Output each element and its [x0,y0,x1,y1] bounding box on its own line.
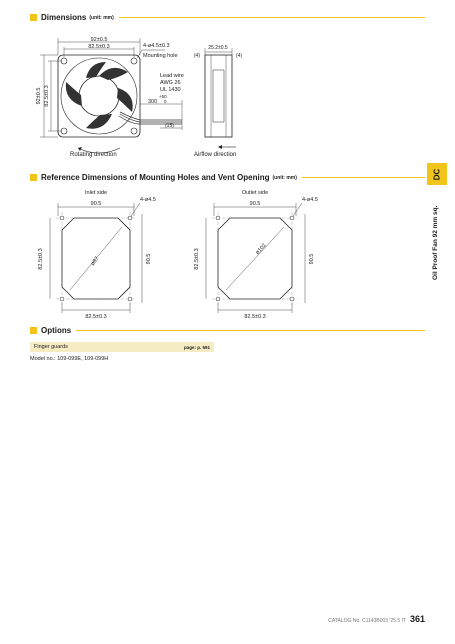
outlet-left-height-label: 82.5±0.3 [194,248,200,270]
dimensions-title: Dimensions [41,13,87,22]
tolerance-zero-label: 0 [164,99,167,104]
outlet-top-width-label: 90.5 [249,201,261,207]
reference-title: Reference Dimensions of Mounting Holes and Vent Opening [41,173,270,182]
side-product-title: Oil Proof Fan 92 mm sq. [432,205,439,280]
inlet-holes-label: 4-ø4.5 [140,197,156,203]
side-right-label: (4) [236,53,243,59]
hole-pitch-width-label: 82.5±0.3 [88,44,110,50]
depth-label: 25.2±0.5 [208,45,228,51]
catalog-number: CATALOG No. C1143B003 '25.5 IT [328,618,406,624]
strip-length-label: (15) [165,123,174,129]
option-page-reference[interactable]: page: p. 591 [183,344,210,350]
hole-pitch-height-label: 82.5±0.3 [44,85,50,107]
inlet-side-label: Inlet side [84,190,108,196]
section-rule [76,330,425,331]
inlet-right-height-label: 90.5 [146,253,152,265]
ul-label: UL 1430 [160,87,181,93]
inlet-diameter-label: ø87 [89,255,101,267]
option-item-name: Finger guards [34,344,68,350]
side-left-label: (4) [193,53,200,59]
outlet-diameter-label: ø102 [254,242,268,257]
options-title: Options [41,326,72,335]
rotating-direction-caption: Rotating direction [70,152,117,158]
overall-width-label: 92±0.5 [90,37,108,43]
lead-wire-label: Lead wire [160,73,184,79]
mounting-hole-spec-label: 4-ø4.5±0.3 [143,43,170,49]
inlet-bottom-width-label: 82.5±0.3 [85,314,107,320]
inlet-top-width-label: 90.5 [90,201,102,207]
reference-unit: (unit: mm) [272,174,297,181]
airflow-direction-caption: Airflow direction [194,152,237,158]
option-finger-guards-row [30,342,214,352]
section-marker-icon [30,327,37,334]
inlet-left-height-label: 82.5±0.3 [38,248,44,270]
mounting-hole-label: Mounting hole [143,53,178,59]
wire-length-label: 300 [148,99,158,105]
outlet-right-height-label: 90.5 [309,253,315,265]
options-section-header [30,326,425,335]
outlet-holes-label: 4-ø4.5 [302,197,318,203]
page-number: 361 [409,614,425,624]
dc-tab-label: DC [432,168,442,180]
awg-label: AWG 26 [160,80,181,86]
dc-category-tab[interactable] [427,163,447,185]
outlet-bottom-width-label: 82.5±0.3 [244,314,266,320]
option-model-numbers: Model no.: 109-099E, 109-099H [30,356,109,362]
dimensions-unit: (unit: mm) [89,14,114,21]
page-footer [328,614,425,624]
outlet-side-label: Outlet side [241,190,269,196]
tolerance-plus-label: +50 [159,94,167,99]
overall-height-label: 92±0.5 [36,87,42,105]
